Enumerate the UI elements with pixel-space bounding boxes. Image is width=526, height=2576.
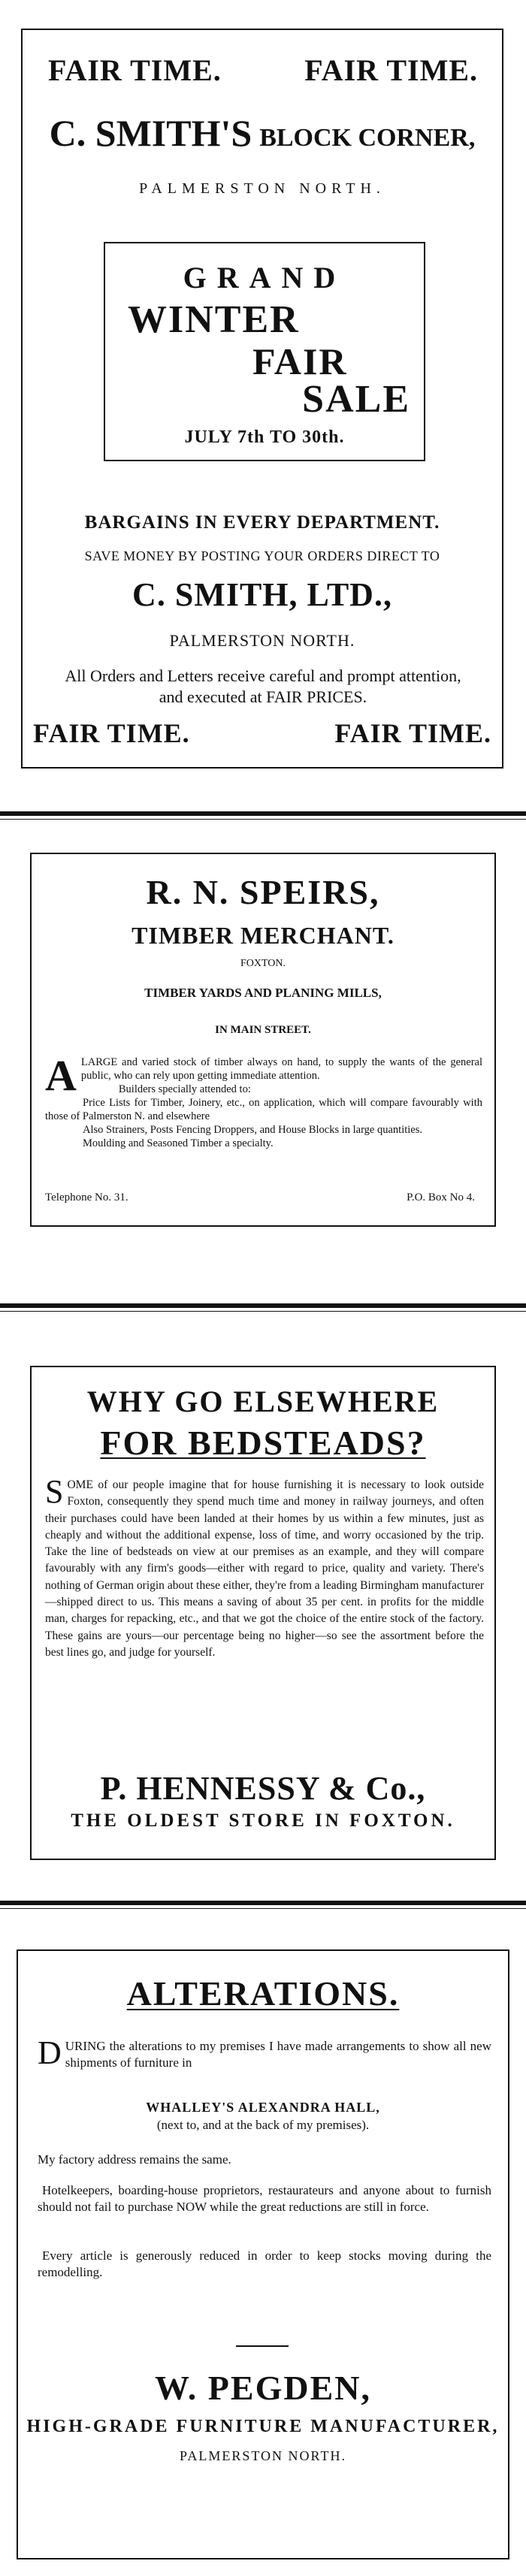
sale-winter: WINTER [128, 298, 300, 341]
speirs-advert [30, 853, 496, 1227]
speirs-body [45, 1051, 482, 1150]
hennessy-tagline: THE OLDEST STORE IN FOXTON. [71, 1810, 455, 1831]
smith-town: PALMERSTON NORTH. [139, 180, 385, 197]
pegden-keepers: Hotelkeepers, boarding-house proprietors, restaurateurs and anyone about to furnish should not fail to purchase NOW while the great reductions are still in force. [38, 2183, 491, 2214]
smith-advert [21, 29, 503, 769]
sale-fair: FAIR [252, 340, 348, 382]
smith-block-corner: BLOCK CORNER, [259, 124, 476, 152]
speirs-town: FOXTON. [240, 958, 286, 969]
speirs-contact [45, 1191, 482, 1204]
column-rule [0, 1303, 526, 1312]
pegden-factory: My factory address remains the same. [38, 2152, 231, 2167]
smith-fair-time-header [23, 53, 502, 90]
speirs-name: R. N. SPEIRS, [146, 873, 380, 911]
pegden-dropcap: D [38, 2034, 62, 2071]
smith-footer-left: FAIR TIME. [33, 718, 190, 748]
smith-fair-time-left: FAIR TIME. [48, 53, 222, 87]
hennessy-advert [30, 1366, 496, 1860]
smith-company: C. SMITH, LTD., [132, 576, 392, 613]
sale-grand: GRAND [183, 261, 346, 294]
pegden-trade: HIGH-GRADE FURNITURE MANUFACTURER, [26, 2417, 500, 2436]
pegden-body-1: URING the alterations to my premises I have made arrangements to show all new shipments of furniture in [65, 2039, 491, 2070]
pegden-name: W. PEGDEN, [155, 2369, 371, 2407]
speirs-title: TIMBER MERCHANT. [132, 922, 394, 949]
column-rule [0, 811, 526, 820]
pegden-hall-note: (next to, and at the back of my premises). [156, 2118, 370, 2132]
smith-fair-time-footer [23, 717, 502, 750]
pegden-headline: ALTERATIONS. [126, 1974, 400, 2013]
pegden-hall: WHALLEY'S ALEXANDRA HALL, [146, 2100, 380, 2115]
pegden-divider [236, 2345, 289, 2347]
pegden-reduced: Every article is generously reduced in order to keep stocks moving during the remodelling. [38, 2248, 491, 2279]
speirs-street: IN MAIN STREET. [215, 1024, 311, 1036]
smith-company-town: PALMERSTON NORTH. [169, 631, 355, 650]
pegden-body [38, 2034, 491, 2071]
speirs-po-box: P.O. Box No 4. [407, 1191, 475, 1203]
smith-save-money: SAVE MONEY BY POSTING YOUR ORDERS DIRECT TO [84, 548, 440, 563]
column-rule [0, 1901, 526, 1909]
speirs-body-5: Moulding and Seasoned Timber a specialty. [83, 1137, 274, 1149]
hennessy-headline-2: FOR BEDSTEADS? [100, 1424, 426, 1462]
speirs-body-4: Also Strainers, Posts Fencing Droppers, and House Blocks in large quantities. [83, 1124, 422, 1136]
speirs-body-3: Price Lists for Timber, Joinery, etc., on application, which will compare favourably with those of Palmerston N. and elsewhere [45, 1097, 482, 1122]
hennessy-dropcap: S [45, 1473, 64, 1510]
smith-sale-box [104, 242, 425, 461]
sale-sale: SALE [302, 378, 410, 421]
pegden-town: PALMERSTON NORTH. [180, 2448, 346, 2463]
pegden-advert [17, 1949, 509, 2559]
smith-bargains: BARGAINS IN EVERY DEPARTMENT. [84, 512, 440, 533]
smith-name-line [23, 111, 502, 155]
smith-fair-time-right: FAIR TIME. [304, 53, 478, 87]
hennessy-firm: P. HENNESSY & Co., [100, 1770, 426, 1807]
speirs-yards: TIMBER YARDS AND PLANING MILLS, [144, 986, 382, 1000]
hennessy-body-text: OME of our people imagine that for house furnishing it is necessary to look outside Foxton, consequently they spend much time and money in railway journeys, and often their purchases could have been landed at their homes by us within a few minutes, just as cheaply and without the additional expense, loss of time, and worry occasioned by the trip. Take the line of bedsteads on view at our premises as an example, and they will compare favourably with any firm's goods—either with regard to price, quality and variety. There's nothing of German origin about these either, they're from a leading Birmingham manufacturer—shipped direct to us. This means a saving of about 35 per cent. in profits for the middle man, charges for repacking, etc., and that we got the choice of the entire stock of the factory. These gains are yours—our percentage being no higher—so see the assortment before the best lines go, and judge for yourself. [45, 1478, 484, 1659]
smith-orders-note: All Orders and Letters receive careful and prompt attention, and executed at FAIR PRICES. [65, 666, 461, 706]
sale-dates: JULY 7th TO 30th. [184, 427, 345, 447]
hennessy-headline-1: WHY GO ELSEWHERE [86, 1385, 440, 1418]
speirs-body-1: LARGE and varied stock of timber always on hand, to supply the wants of the general public, who can rely upon getting immediate attention. [80, 1056, 482, 1082]
speirs-dropcap: A [45, 1051, 77, 1100]
hennessy-body [45, 1473, 484, 1661]
speirs-body-2: Builders specially attended to: [118, 1083, 251, 1095]
smith-footer-right: FAIR TIME. [334, 718, 491, 748]
smith-name: C. SMITH'S [49, 112, 252, 154]
speirs-telephone: Telephone No. 31. [45, 1191, 128, 1203]
